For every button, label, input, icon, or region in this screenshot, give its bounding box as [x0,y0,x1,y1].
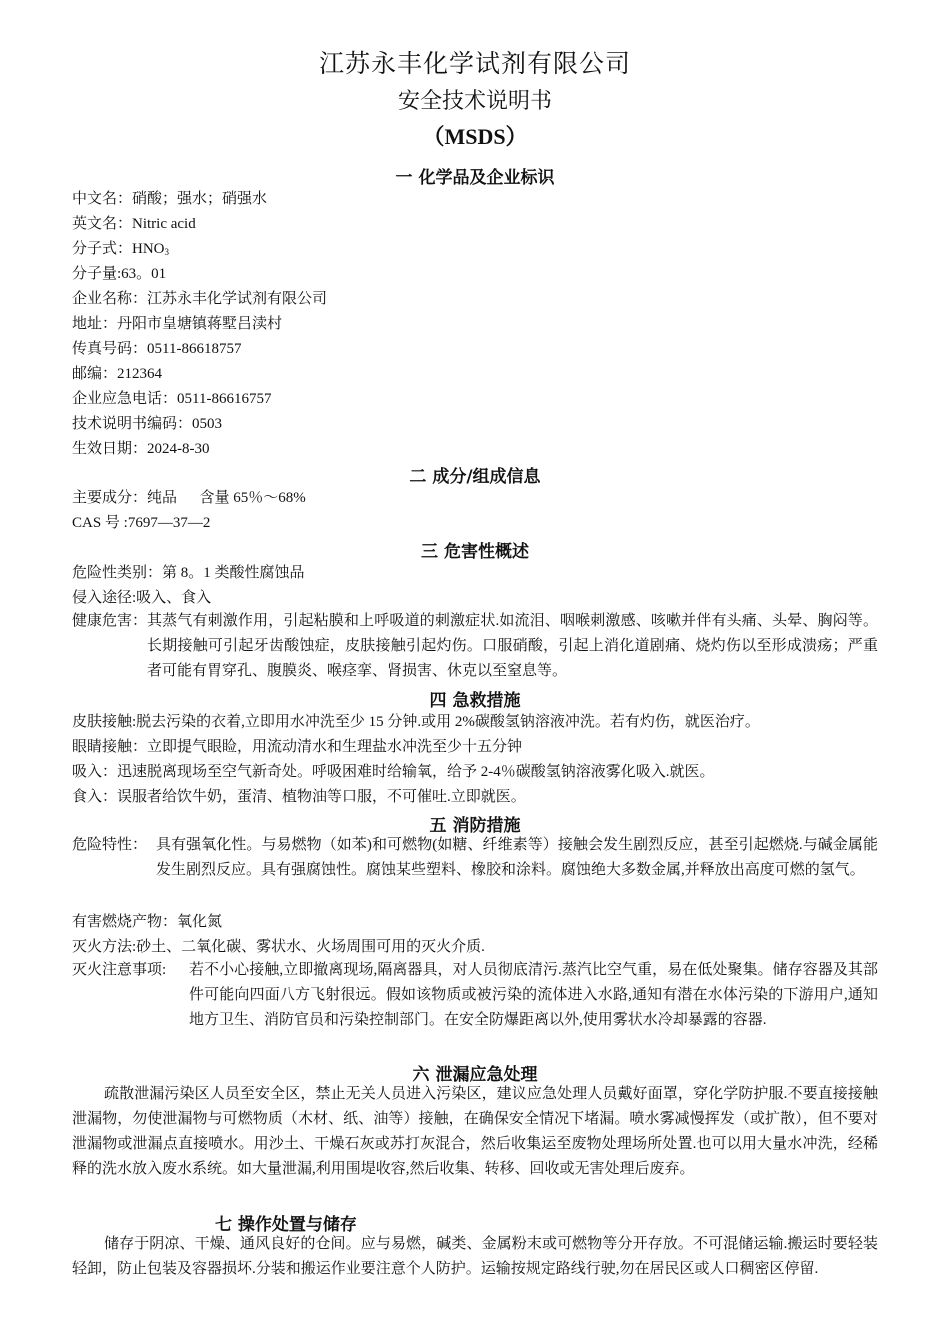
entry-route: 侵入途径:吸入、食入 [72,590,212,606]
firefighting-notes-text: 若不小心接触,立即撤离现场,隔离器具，对人员彻底清污.蒸汽比空气重，易在低处聚集。储存容器及其部件可能向四面八方飞射很远。假如该物质或被污染的流体进入水路,通知有潜在水体污染的下游用户,通知地方卫生、消防官员和污染控制部门。在安全防爆距离以外,使用雾状水冷却暴露的容器. [189,962,878,1028]
formula-label: 分子式：HNO [72,241,165,257]
section-2-heading: 二 成分/组成信息 [409,467,541,487]
address: 地址：丹阳市皇塘镇蒋墅吕渎村 [72,316,283,332]
inhalation: 吸入：迅速脱离现场至空气新奇处。呼吸困难时给输氧，给予 2-4％碳酸氢钠溶液雾化吸入.就医。 [72,764,715,780]
chinese-name: 中文名：硝酸；强水；硝强水 [72,191,268,207]
section-1-heading: 一 化学品及企业标识 [395,168,555,188]
section-5-heading: 五 消防措施 [429,816,521,836]
main-component: 主要成分：纯品 含量 65％～68% [72,490,306,506]
msds-subtitle: （MSDS） [422,124,528,149]
effective-date: 生效日期：2024-8-30 [72,441,210,457]
hazard-category: 危险性类别：第 8。1 类酸性腐蚀品 [72,565,305,581]
fire-hazard-text: 具有强氧化性。与易燃物（如苯)和可燃物(如糖、纤维素等）接触会发生剧烈反应，甚至引起燃烧.与碱金属能发生剧烈反应。具有强腐蚀性。腐蚀某些塑料、橡胶和涂料。腐蚀绝大多数金属,并释放出高度可燃的氢气。 [156,837,878,878]
section-7-heading: 七 操作处置与储存 [215,1215,357,1235]
health-hazard [72,609,878,684]
document-code: 技术说明书编码：0503 [72,416,223,432]
skin-contact: 皮肤接触:脱去污染的衣着,立即用水冲洗至少 15 分钟.或用 2%碳酸氢钠溶液冲洗。若有灼伤，就医治疗。 [72,714,760,730]
eye-contact: 眼睛接触：立即提气眼睑，用流动清水和生理盐水冲洗至少十五分钟 [72,739,523,755]
spill-response-text: 疏散泄漏污染区人员至安全区，禁止无关人员进入污染区，建议应急处理人员戴好面罩，穿化学防护服.不要直接接触泄漏物，勿使泄漏物与可燃物质（木材、纸、油等）接触，在确保安全情况下堵漏。喷水雾减慢挥发（或扩散），但不要对泄漏物或泄漏点直接喷水。用沙土、干燥石灰或苏打灰混合，然后收集运至废物处理场所处置.也可以用大量水冲洗，经稀释的洗水放入废水系统。如大量泄漏,利用围堤收容,然后收集、转移、回收或无害处理后废弃。 [72,1086,878,1177]
section-3-heading: 三 危害性概述 [421,542,529,562]
english-name: 英文名：Nitric acid [72,216,196,232]
extinguishing-method: 灭火方法:砂土、二氧化碳、雾状水、火场周围可用的灭火介质. [72,939,485,955]
firefighting-notes [72,958,878,1033]
cas-number: CAS 号 :7697—37—2 [72,515,211,531]
emergency-phone: 企业应急电话：0511-86616757 [72,391,272,407]
company-title: 江苏永丰化学试剂有限公司 [318,51,631,78]
fire-hazard-label: 危险特性： [72,837,148,853]
document-title: 安全技术说明书 [397,88,552,113]
postal-code: 邮编：212364 [72,366,163,382]
health-hazard-label: 健康危害： [72,613,148,629]
combustion-products: 有害燃烧产物：氧化氮 [72,914,223,930]
fax-number: 传真号码：0511-86618757 [72,341,242,357]
formula-subscript: 3 [164,247,169,257]
molecular-formula [72,240,882,261]
section-4-heading: 四 急救措施 [429,691,521,711]
firefighting-notes-label: 灭火注意事项: [72,962,167,978]
handling-storage-text: 储存于阴凉、干燥、通风良好的仓间。应与易燃，碱类、金属粉末或可燃物等分开存放。不可混储运输.搬运时要轻装轻卸，防止包装及容器损坏.分装和搬运作业要注意个人防护。运输按规定路线行驶,勿在居民区或人口稠密区停留. [72,1236,878,1277]
section-6-heading: 六 泄漏应急处理 [412,1065,538,1085]
ingestion: 食入：误服者给饮牛奶，蛋清、植物油等口服，不可催吐.立即就医。 [72,789,526,805]
fire-hazard [72,833,878,883]
company-name: 企业名称：江苏永丰化学试剂有限公司 [72,291,328,307]
health-hazard-text: 其蒸气有刺激作用，引起粘膜和上呼吸道的刺激症状.如流泪、咽喉刺激感、咳嗽并伴有头痛、头晕、胸闷等。长期接触可引起牙齿酸蚀症，皮肤接触引起灼伤。口服硝酸，引起上消化道剧痛、烧灼伤以至形成溃疡；严重者可能有胃穿孔、腹膜炎、喉痉挛、肾损害、休克以至窒息等。 [147,613,878,679]
molecular-weight: 分子量:63。01 [72,266,167,282]
